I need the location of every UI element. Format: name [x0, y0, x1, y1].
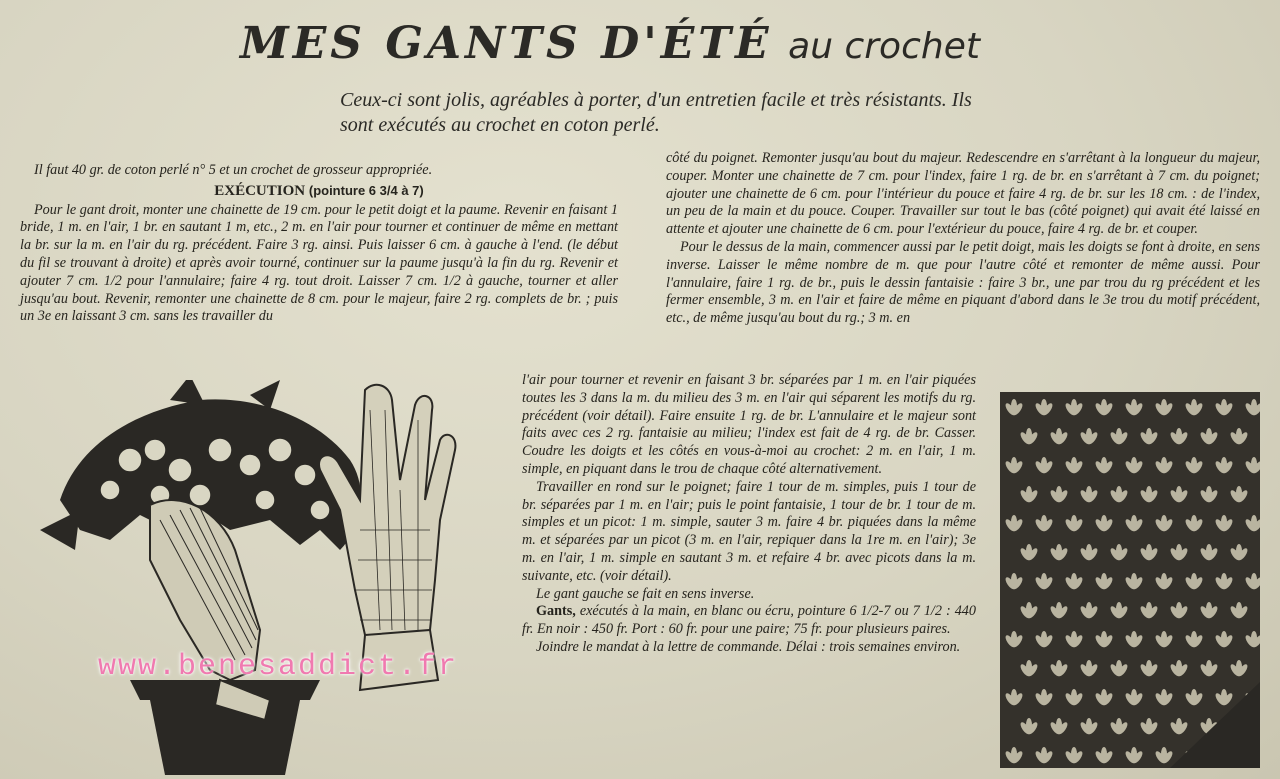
gants-label: Gants,	[536, 603, 576, 620]
right-column	[666, 150, 1260, 328]
instruction-paragraph: côté du poignet. Remonter jusqu'au bout du majeur. Redescendre en s'arrêtant à la longueur du majeur, couper. Monter une chainette de 7 cm. pour l'index, faire 1 rg. de br. en s'arrêtant à 7 cm. du poignet; ajouter une chainette de 6 cm. pour l'intérieur du pouce et faire 4 rg. de br. sur les 18 cm. : de l'index, un peu de la main et du pouce. Couper. Travailler sur tout le bas (côté poignet) qui avait été laissé en attente et ajouter une chainette de 6 cm. pour l'extérieur du pouce, faire 4 rg. de br. et couper.	[666, 150, 1260, 238]
crochet-detail-image	[1000, 392, 1260, 768]
section-heading	[20, 182, 618, 201]
page-title	[240, 18, 1140, 78]
title-main: MES GANTS D'ÉTÉ	[240, 18, 773, 69]
price-paragraph	[522, 603, 976, 639]
instruction-paragraph: Le gant gauche se fait en sens inverse.	[536, 585, 755, 602]
section-heading-label: EXÉCUTION	[214, 182, 306, 199]
instruction-paragraph: Pour le gant droit, monter une chainette de 19 cm. pour le petit doigt et la paume. Revenir en faisant 1 bride, 1 m. en l'air, 1 br. en sautant 1 m, etc., 2 m. en l'air pour tourner et continuer de même en mettant la br. sur la m. en l'air du rg. précédent. Faire 3 rg. ainsi. Puis laisser 6 cm. à gauche à l'end. (le début du fil se trouvant à droite) et après avoir tourné, continuer sur la paume jusqu'à la fin du rg. Revenir et ajouter 7 cm. 1/2 pour l'annulaire; faire 4 rg. tout droit. Laisser 7 cm. 1/2 à gauche, tourner et aller jusqu'au bout. Revenir, remonter une chainette de 8 cm. pour le majeur, faire 2 rg. complets de br. ; puis un 3e en laissant 3 cm. sans les travailler du	[20, 201, 618, 325]
instruction-paragraph: Pour le dessus de la main, commencer aussi par le petit doigt, mais les doigts se font à droite, en sens inverse. Laisser le même nombre de m. que pour l'autre côté et remonter de même aussi. Pour l'annulaire, faire 1 rg. de br., puis le dessin fantaisie : faire 3 br., une par trou du rg précédent et les fermer ensemble, 3 m. en l'air et faire de même en piquant d'abord dans le 3e trou du motif précédent, etc., de même jusqu'au bout du rg.; 3 m. en	[666, 238, 1260, 327]
watermark: www.benesaddict.fr	[98, 650, 459, 684]
order-paragraph: Joindre le mandat à la lettre de commande. Délai : trois semaines environ.	[536, 638, 961, 655]
subtitle: Ceux-ci sont jolis, agréables à porter, d'un entretien facile et très résistants. Ils sont exécutés au crochet en coton perlé.	[340, 89, 972, 136]
intro-paragraph: Il faut 40 gr. de coton perlé n° 5 et un crochet de grosseur appropriée.	[34, 162, 433, 178]
instruction-paragraph: Travailler en rond sur le poignet; faire 1 tour de m. simples, puis 1 tour de br. séparées par 1 m. en l'air; puis le point fantaisie, 1 tour de br. 1 tour de m. simples et un picot: 1 m. simple, sauter 3 m. faire 4 br. piquées dans la même m. et séparées par un picot (3 m. en l'air, repiquer dans la 1re m. en l'air); 3e m. en l'air, 1 m. simple en sautant 3 m. et refaire 4 br. avec picots dans la m. suivante, etc. (voir détail).	[522, 478, 976, 584]
gloves-illustration	[20, 380, 500, 775]
price-text: exécutés à la main, en blanc ou écru, pointure 6 1/2-7 ou 7 1/2 : 440 fr. En noir : 450 fr. Port : 60 fr. pour une paire; 75 fr. pour plusieurs paires.	[522, 603, 976, 638]
instruction-paragraph: l'air pour tourner et revenir en faisant 3 br. séparées par 1 m. en l'air piquées toutes les 3 dans la m. du milieu des 3 m. en l'air qui séparent les motifs du rg. précédent (voir détail). Faire ensuite 1 rg. de br. L'annulaire et le majeur sont faits avec ces 2 rg. fantaisie au milieu; l'index est fait de 4 rg. de br. Casser. Coudre les doigts et les côtés en vous-à-moi au crochet: 2 m. en l'air, 1 m. simple, en piquant dans le trou de chaque côté alternativement.	[522, 372, 976, 477]
section-heading-size: (pointure 6 3/4 à 7)	[308, 182, 424, 198]
left-column	[20, 162, 618, 326]
title-tail: au crochet	[788, 26, 980, 67]
middle-column	[522, 372, 976, 657]
